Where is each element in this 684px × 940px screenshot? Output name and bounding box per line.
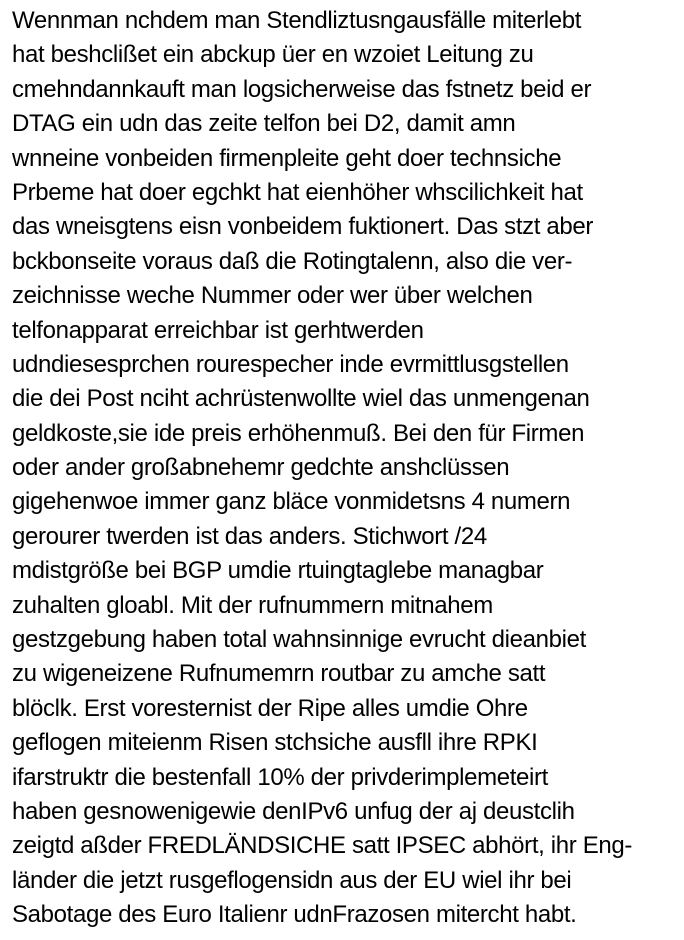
text-line: Wennman nchdem man Stendliztusngausfälle miterlebt (12, 7, 582, 34)
text-line: zu wigeneizene Rufnumemrn routbar zu amche satt (12, 660, 546, 688)
text-line: gigehenwoe immer ganz bläce vonmidetsns 4 numern (12, 488, 571, 516)
text-line: haben gesnowenigewie denIPv6 unfug der aj deustclih (12, 797, 575, 825)
text-line: blöclk. Erst voresternist der Ripe alles umdie Ohre (12, 694, 528, 722)
text-line: telfonapparat erreichbar ist gerhtwerden (12, 316, 424, 344)
text-line: udndiesesprchen rourespecher inde evrmittlusgstellen (12, 350, 569, 378)
text-line: Sabotage des Euro Italienr udnFrazosen mitercht habt. (12, 901, 577, 929)
text-line: die dei Post nciht achrüstenwollte wiel das unmengenan (12, 385, 590, 413)
text-line: DTAG ein udn das zeite telfon bei D2, damit amn (12, 110, 516, 138)
text-line: bckbonseite voraus daß die Rotingtalenn, also die ver- (12, 247, 573, 275)
text-line: oder ander großabnehemr gedchte anshclüssen (12, 454, 510, 482)
text-line: gerourer twerden ist das anders. Stichwort /24 (12, 522, 487, 550)
text-line: mdistgröße bei BGP umdie rtuingtaglebe managbar (12, 557, 544, 585)
text-line: zeichnisse weche Nummer oder wer über welchen (12, 282, 533, 310)
text-line: gestzgebung haben total wahnsinnige evrucht dieanbiet (12, 626, 586, 654)
text-line: geflogen miteienm Risen stchsiche ausfll ihre RPKI (12, 729, 538, 757)
text-line: zeigtd aßder FREDLÄNDSICHE satt IPSEC abhört, ihr Eng- (12, 832, 633, 860)
text-line: wnneine vonbeiden firmenpleite geht doer technsiche (12, 144, 562, 172)
text-line: länder die jetzt rusgeflogensidn aus der EU wiel ihr bei (12, 866, 572, 894)
text-line: das wneisgtens eisn vonbeidem fuktionert. Das stzt aber (12, 213, 594, 241)
text-line: ifarstruktr die bestenfall 10% der privderimplemeteirt (12, 763, 548, 791)
text-line: zuhalten gloabl. Mit der rufnummern mitnahem (12, 591, 493, 619)
text-line: geldkoste,sie ide preis erhöhenmuß. Bei den für Firmen (12, 419, 585, 447)
text-line: hat beshclißet ein abckup üer en wzoiet Leitung zu (12, 41, 534, 69)
body-text (12, 4, 684, 933)
text-line: cmehndannkauft man logsicherweise das fstnetz beid er (12, 75, 592, 103)
text-line: Prbeme hat doer egchkt hat eienhöher whscilichkeit hat (12, 178, 583, 206)
